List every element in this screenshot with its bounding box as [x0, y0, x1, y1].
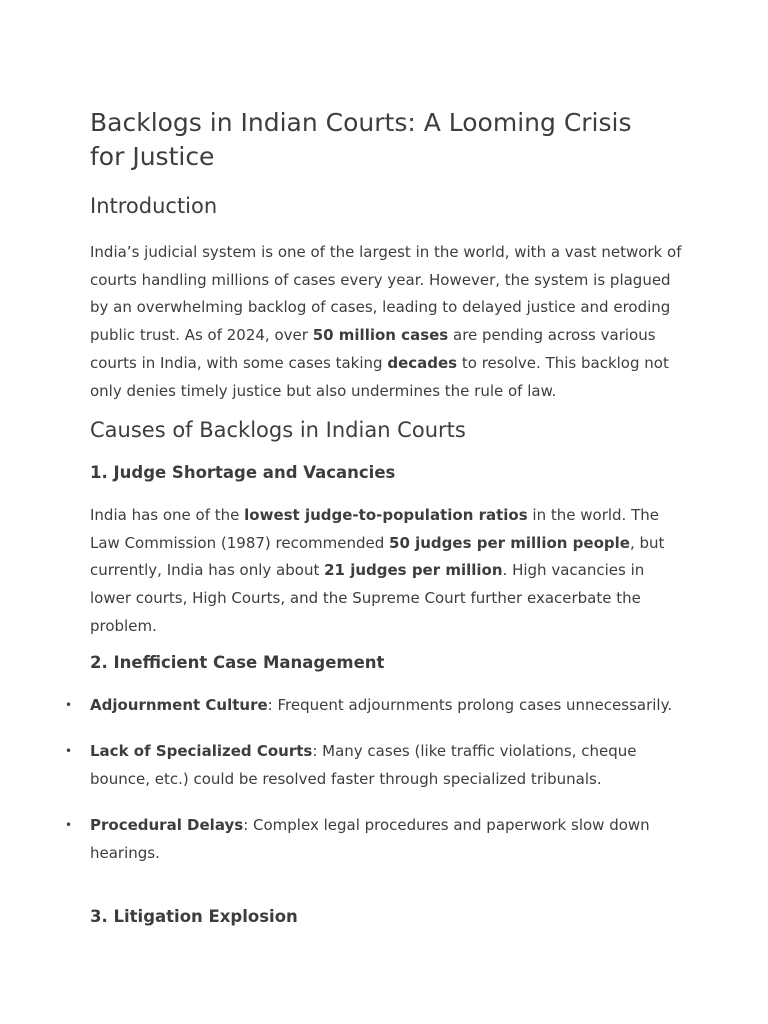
section-1-paragraph: [90, 502, 690, 641]
intro-text-1: India’s judicial system is one of the largest in the world, with a vast network of courts handling millions of cases every year. However, the system is plagued by an overwhelming backlog of cases, leading to delayed justice and eroding public trust. As of 2024, over: [90, 243, 682, 345]
section-3-heading: 3. Litigation Explosion: [90, 907, 298, 926]
intro-paragraph: [90, 239, 690, 405]
s1-text-2: in the world. The Law Commission (1987) recommended: [90, 506, 659, 552]
list-item-term: Lack of Specialized Courts: [90, 742, 313, 761]
list-item-term: Adjournment Culture: [90, 696, 268, 714]
list-item-text: : Complex legal procedures and paperwork slow down hearings.: [90, 815, 650, 862]
bullet-icon: •: [65, 698, 73, 712]
bullet-icon: •: [65, 817, 73, 832]
s1-bold-current: 21 judges per million: [324, 561, 503, 580]
list-item: [65, 738, 690, 793]
list-item: [65, 812, 690, 867]
intro-bold-cases: 50 million cases: [312, 326, 449, 345]
list-item: [65, 692, 690, 720]
intro-heading: Introduction: [90, 194, 218, 218]
bullet-icon: •: [65, 744, 73, 759]
intro-text-3: to resolve. This backlog not only denies timely justice but also undermines the rule of law.: [90, 353, 669, 400]
s1-bold-ratio: lowest judge-to-population ratios: [244, 506, 528, 524]
causes-heading: Causes of Backlogs in Indian Courts: [90, 418, 466, 442]
s1-bold-recommended: 50 judges per million people: [389, 533, 630, 552]
s1-text-1: India has one of the: [90, 506, 245, 524]
section-1-heading: 1. Judge Shortage and Vacancies: [90, 463, 396, 482]
intro-bold-decades: decades: [387, 353, 458, 372]
intro-text-2: are pending across various courts in India, with some cases taking: [90, 326, 656, 372]
list-item-text: : Many cases (like traffic violations, cheque bounce, etc.) could be resolved faster through specialized tribunals.: [90, 742, 637, 788]
section-2-heading: 2. Inefficient Case Management: [90, 653, 385, 672]
article-title: Backlogs in Indian Courts: A Looming Crisis for Justice: [90, 108, 632, 171]
s1-text-3: , but currently, India has only about: [90, 533, 665, 580]
section-2-list: [65, 692, 690, 886]
s1-text-4: . High vacancies in lower courts, High Courts, and the Supreme Court further exacerbate the problem.: [90, 561, 645, 635]
list-item-text: : Frequent adjournments prolong cases unnecessarily.: [267, 696, 673, 714]
list-item-term: Procedural Delays: [90, 815, 244, 834]
